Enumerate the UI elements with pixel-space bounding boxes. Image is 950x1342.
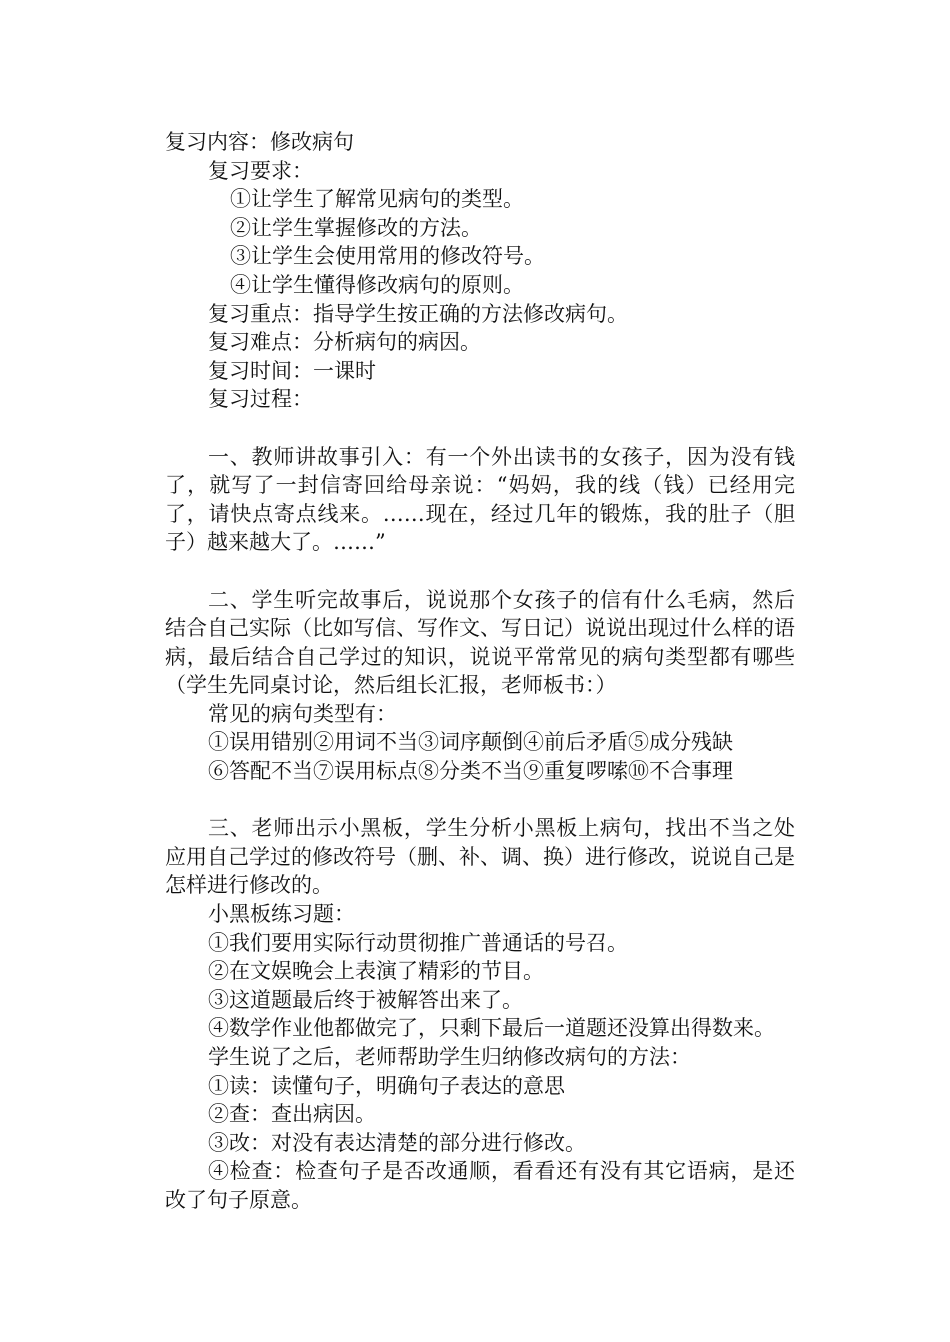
section-1-story: 一、教师讲故事引入：有一个外出读书的女孩子，因为没有钱了，就写了一封信寄回给母亲说：“妈妈，我的线（钱）已经用完了，请快点寄点线来。……现在，经过几年的锻炼，我的肚子（胆子）越来越大了。……” bbox=[165, 444, 795, 555]
blank-line bbox=[165, 557, 795, 586]
requirement-item: ④让学生懂得修改病句的原则。 bbox=[230, 272, 524, 297]
exercise-item: ④数学作业他都做完了，只剩下最后一道题还没算出得数来。 bbox=[208, 1016, 775, 1041]
exercise-item: ②在文娱晚会上表演了精彩的节目。 bbox=[208, 959, 544, 984]
review-content-line: 复习内容：修改病句 bbox=[165, 130, 354, 154]
sentence-types-line: ⑥答配不当⑦误用标点⑧分类不当⑨重复啰嗦⑩不合事理 bbox=[208, 759, 733, 784]
requirement-item: ②让学生掌握修改的方法。 bbox=[230, 215, 482, 240]
method-item: ②查：查出病因。 bbox=[208, 1102, 376, 1127]
exercise-item: ③这道题最后终于被解答出来了。 bbox=[208, 987, 523, 1012]
method-summary-intro: 学生说了之后，老师帮助学生归纳修改病句的方法： bbox=[208, 1045, 691, 1069]
section-2-discussion: 二、学生听完故事后，说说那个女孩子的信有什么毛病，然后结合自己实际（比如写信、写作文、写日记）说说出现过什么样的语病，最后结合自己学过的知识，说说平常常见的病句类型都有哪些（学生先同桌讨论，然后组长汇报，老师板书：） bbox=[165, 587, 795, 698]
method-item: ④检查：检查句子是否改通顺，看看还有没有其它语病，是还改了句子原意。 bbox=[165, 1159, 795, 1212]
section-3-blackboard: 三、老师出示小黑板，学生分析小黑板上病句，找出不当之处应用自己学过的修改符号（删、补、调、换）进行修改，说说自己是怎样进行修改的。 bbox=[165, 816, 795, 898]
method-item: ③改：对没有表达清楚的部分进行修改。 bbox=[208, 1130, 586, 1155]
blank-line bbox=[165, 786, 795, 815]
requirements-title: 复习要求： bbox=[208, 158, 313, 183]
lesson-plan-body bbox=[165, 128, 795, 1215]
sentence-types-line: ①误用错别②用词不当③词序颠倒④前后矛盾⑤成分残缺 bbox=[208, 730, 733, 755]
exercise-title: 小黑板练习题： bbox=[208, 902, 355, 927]
blank-line bbox=[165, 414, 795, 443]
sentence-types-title: 常见的病句类型有： bbox=[208, 701, 397, 726]
process-title: 复习过程： bbox=[208, 387, 313, 412]
review-focus: 复习重点：指导学生按正确的方法修改病句。 bbox=[208, 301, 628, 326]
requirement-item: ①让学生了解常见病句的类型。 bbox=[230, 187, 524, 212]
review-time: 复习时间：一课时 bbox=[208, 358, 376, 383]
exercise-item: ①我们要用实际行动贯彻推广普通话的号召。 bbox=[208, 930, 628, 955]
method-item: ①读：读懂句子，明确句子表达的意思 bbox=[208, 1073, 565, 1098]
requirement-item: ③让学生会使用常用的修改符号。 bbox=[230, 244, 545, 269]
review-difficulty: 复习难点：分析病句的病因。 bbox=[208, 330, 481, 355]
